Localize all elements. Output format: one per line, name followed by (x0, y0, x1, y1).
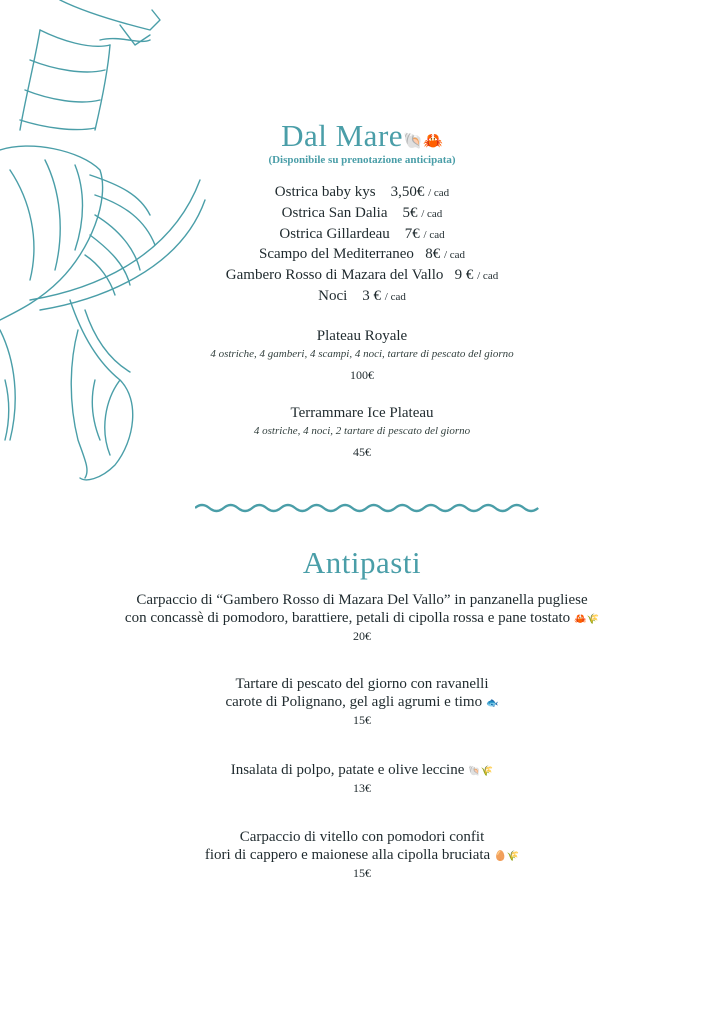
crab-wheat-icon: 🦀🌾 (574, 614, 600, 625)
terrammare-desc: 4 ostriche, 4 noci, 2 tartare di pescato del giorno (253, 425, 471, 437)
section-title-antipasti: Antipasti (302, 545, 422, 580)
plateau-royale-price: 100€ (350, 368, 374, 382)
antipasto-line: Carpaccio di vitello con pomodori confit (239, 829, 485, 845)
antipasto-line: fiori di cappero e maionese alla cipolla bruciata 🥚🌾 (204, 847, 520, 863)
menu-item: Ostrica baby kys 3,50€ / cad (274, 184, 450, 200)
availability-note: (Disponibile su prenotazione anticipata) (268, 154, 456, 166)
antipasto-line: Insalata di polpo, patate e olive leccine 🐚🌾 (230, 762, 494, 778)
wave-divider (195, 500, 540, 516)
antipasto-price: 13€ (353, 781, 371, 795)
antipasto-line: Carpaccio di “Gambero Rosso di Mazara Del Vallo” in panzanella pugliese (136, 592, 588, 608)
antipasto-price: 15€ (353, 713, 371, 727)
fish-icon: 🐟 (486, 698, 499, 709)
menu-item: Ostrica Gillardeau 7€ / cad (279, 226, 445, 242)
egg-wheat-icon: 🥚🌾 (494, 851, 520, 862)
section-title-dal-mare: Dal Mare (281, 118, 404, 153)
antipasto-price: 20€ (353, 629, 371, 643)
menu-item: Ostrica San Dalia 5€ / cad (281, 205, 443, 221)
antipasto-price: 15€ (353, 866, 371, 880)
antipasto-line: con concassè di pomodoro, barattiere, petali di cipolla rossa e pane tostato 🦀🌾 (124, 610, 600, 626)
dal-mare-section (0, 118, 724, 154)
terrammare-name: Terrammare Ice Plateau (290, 405, 434, 421)
shell-crab-icon: 🐚🦀 (403, 133, 443, 150)
menu-item: Gambero Rosso di Mazara del Vallo 9 € / cad (225, 267, 499, 283)
terrammare-price: 45€ (353, 445, 371, 459)
menu-item: Noci 3 € / cad (318, 288, 406, 304)
plateau-royale-desc: 4 ostriche, 4 gamberi, 4 scampi, 4 noci, tartare di pescato del giorno (210, 348, 514, 360)
antipasto-line: carote di Polignano, gel agli agrumi e timo 🐟 (225, 694, 499, 710)
antipasto-line: Tartare di pescato del giorno con ravanelli (235, 676, 489, 692)
shell-wheat-icon: 🐚🌾 (468, 766, 494, 777)
menu-item: Scampo del Mediterraneo 8€ / cad (258, 246, 466, 262)
plateau-royale-name: Plateau Royale (316, 328, 408, 344)
